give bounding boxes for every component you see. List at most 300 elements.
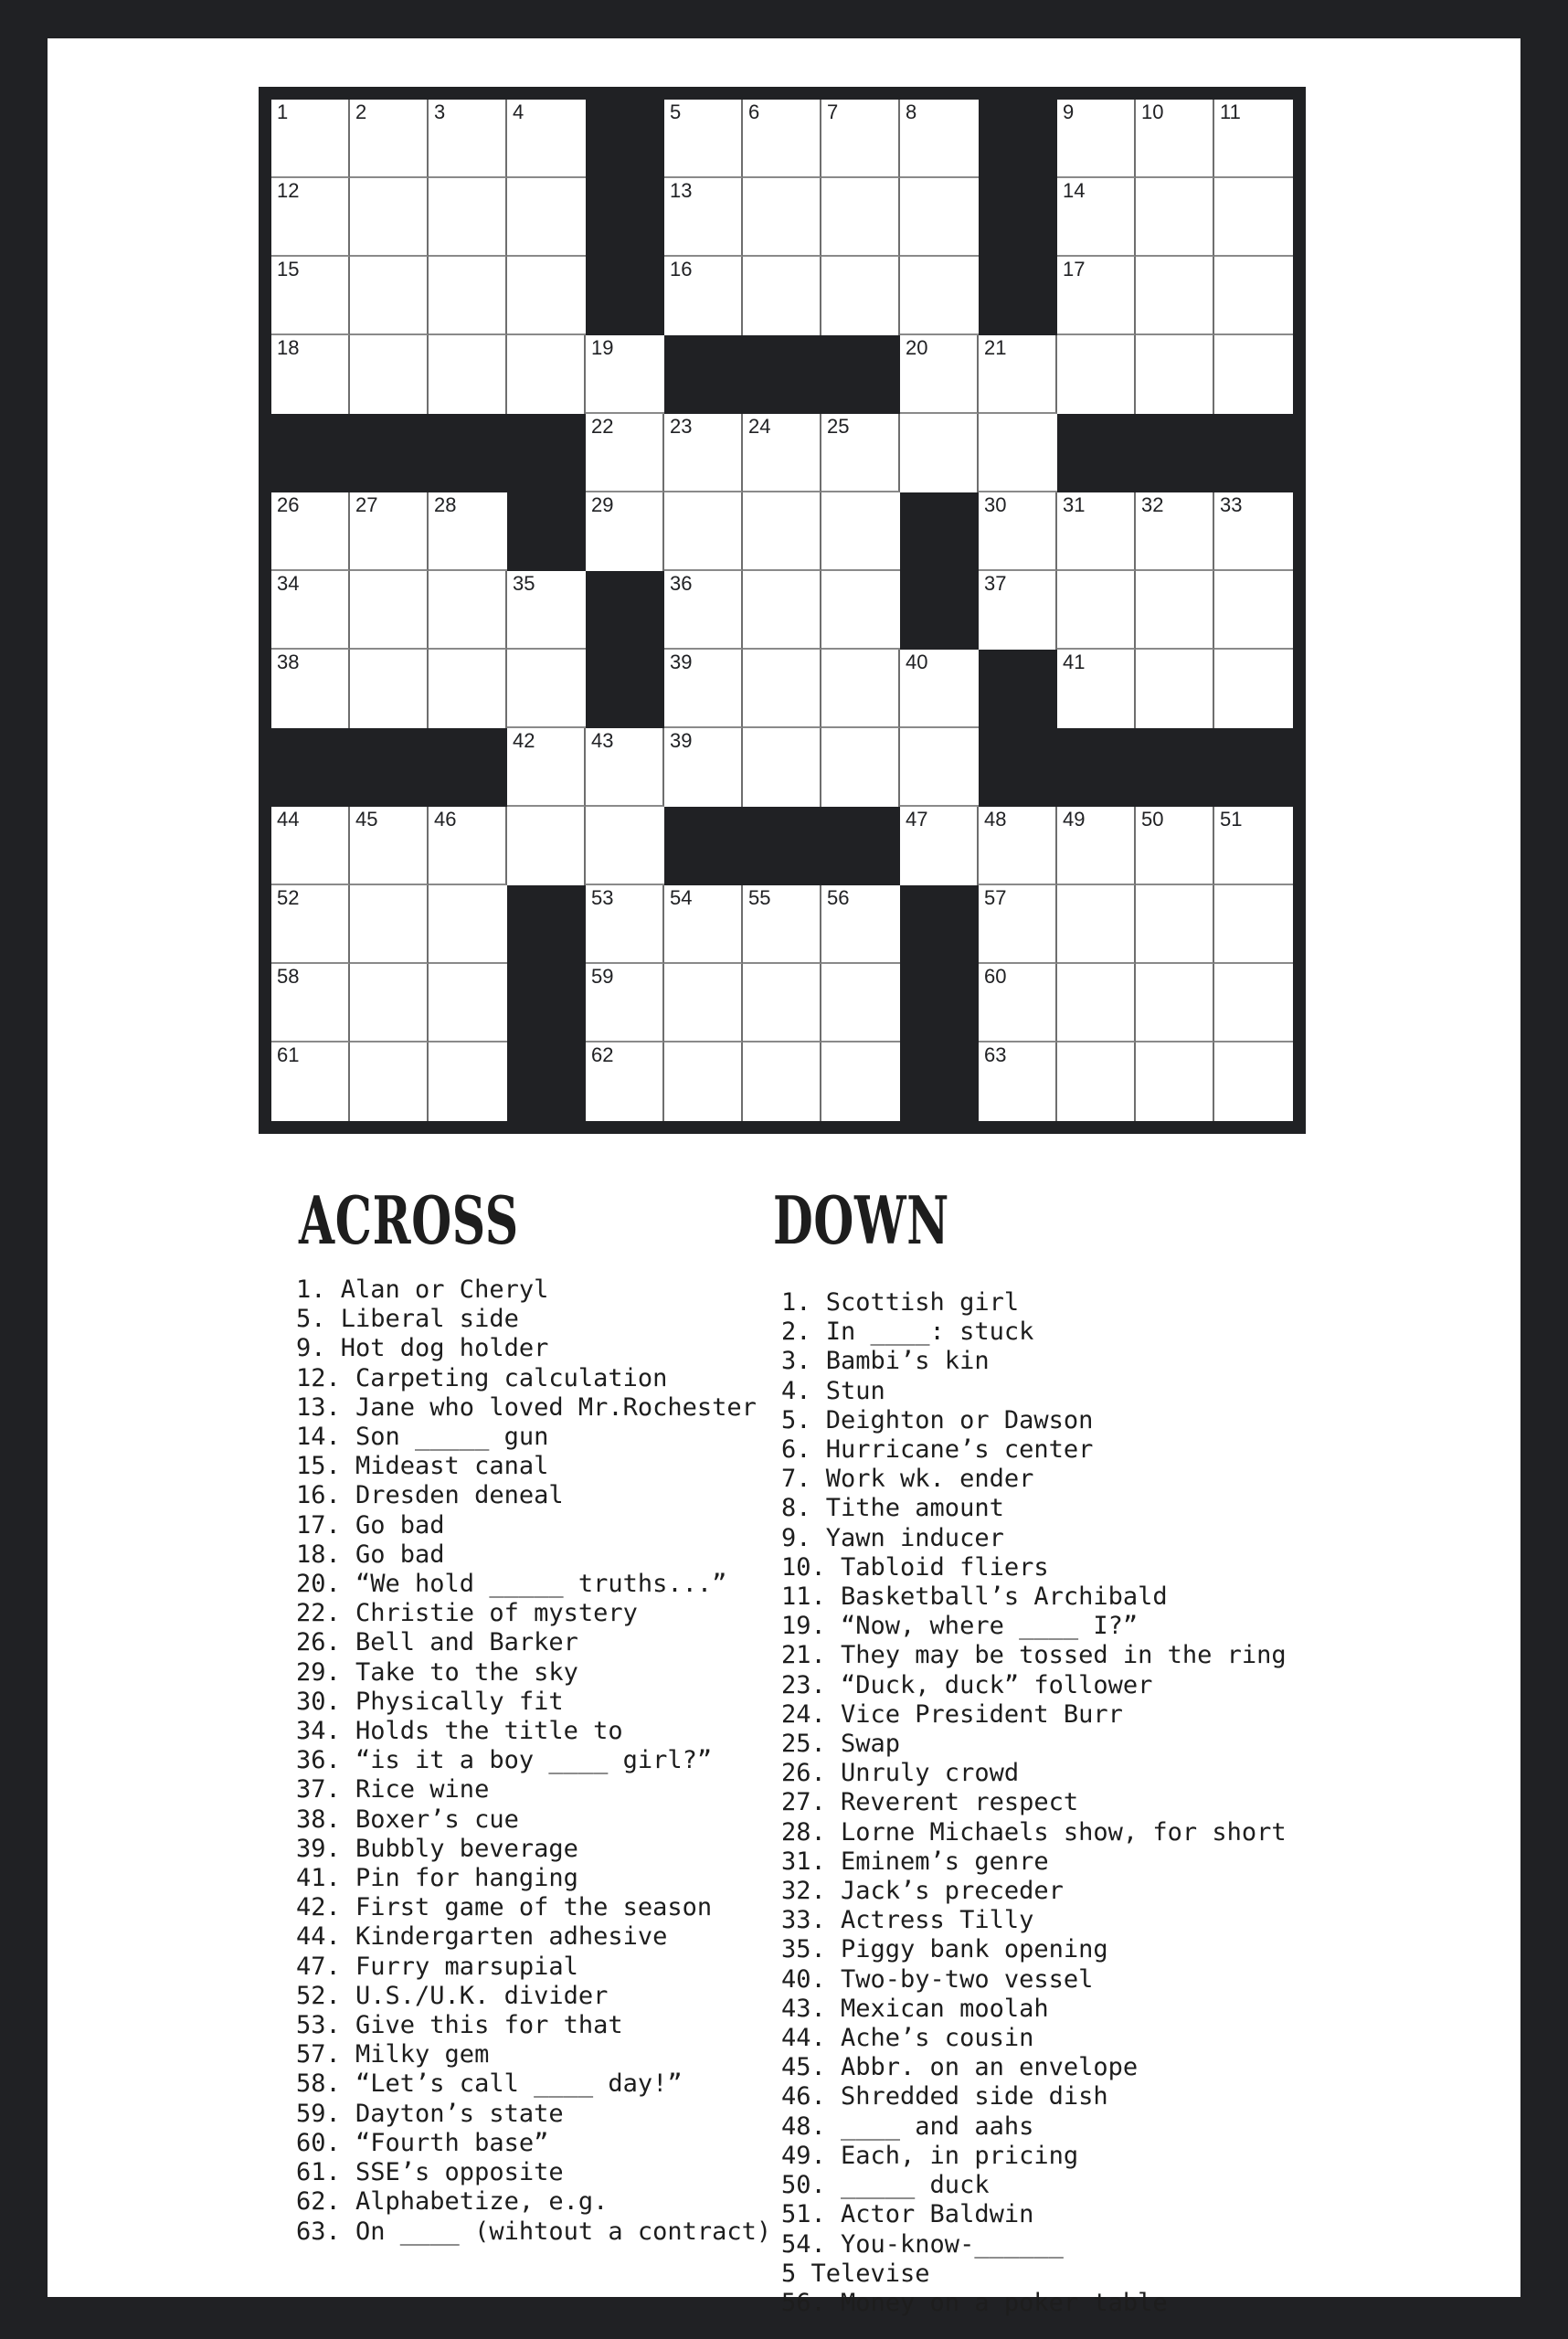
grid-cell[interactable] [271,492,350,571]
grid-cell[interactable] [271,885,350,964]
down-clue-26: 45. Abbr. on an envelope [781,2053,1139,2082]
cell-number: 45 [355,808,378,831]
grid-cell[interactable] [743,414,821,492]
down-clue-30: 50. _____ duck [781,2171,990,2200]
across-clue-32: 63. On ____ (wihtout a contract) [296,2217,772,2246]
down-clue-2: 3. Bambi’s kin [781,1347,990,1376]
grid-cell[interactable] [979,492,1057,571]
grid-cell[interactable] [1057,257,1136,335]
grid-cell[interactable] [271,807,350,885]
black-cell [1057,728,1136,807]
black-cell [900,492,979,571]
down-clue-7: 8. Tithe amount [781,1494,1004,1523]
black-cell [507,1042,586,1121]
grid-cell[interactable] [664,178,743,257]
black-cell [821,335,900,414]
cell-number: 39 [670,729,693,752]
cell-number: 14 [1063,179,1086,202]
black-cell [507,964,586,1042]
grid-cell[interactable] [271,100,350,178]
grid-cell[interactable] [979,964,1057,1042]
grid-cell[interactable] [350,257,429,335]
grid-cell[interactable] [507,257,586,335]
cell-number: 8 [906,101,917,123]
cell-number: 4 [513,101,524,123]
down-clue-3: 4. Stun [781,1376,885,1405]
down-clue-1: 2. In ____: stuck [781,1318,1034,1347]
across-clue-7: 16. Dresden deneal [296,1481,564,1510]
grid-cell[interactable] [900,100,979,178]
grid-cell[interactable] [743,964,821,1042]
black-cell [821,807,900,885]
cell-number: 41 [1063,651,1086,673]
grid-cell[interactable] [664,257,743,335]
across-clue-1: 5. Liberal side [296,1305,519,1334]
cell-number: 32 [1141,493,1164,516]
black-cell [1214,414,1293,492]
black-cell [350,414,429,492]
cell-number: 13 [670,179,693,202]
black-cell [664,807,743,885]
cell-number: 47 [906,808,928,831]
black-cell [586,571,664,650]
across-clue-21: 42. First game of the season [296,1893,713,1922]
cell-number: 42 [513,729,535,752]
down-clue-20: 32. Jack’s preceder [781,1877,1064,1906]
grid-cell[interactable] [664,492,743,571]
cell-number: 56 [827,886,850,909]
cell-number: 31 [1063,493,1086,516]
across-clue-31: 62. Alphabetize, e.g. [296,2187,609,2217]
across-clue-11: 22. Christie of mystery [296,1599,638,1628]
down-clue-22: 35. Piggy bank opening [781,1935,1108,1964]
grid-cell[interactable] [350,178,429,257]
grid-cell[interactable] [743,100,821,178]
grid-cell[interactable] [821,178,900,257]
black-cell [429,414,507,492]
across-clue-9: 18. Go bad [296,1540,445,1569]
cell-number: 58 [277,965,300,988]
crossword-grid-cells [271,100,1293,1121]
cell-number: 35 [513,572,535,595]
grid-cell[interactable] [900,335,979,414]
grid-cell[interactable] [1214,492,1293,571]
across-clue-17: 37. Rice wine [296,1775,490,1805]
grid-cell[interactable] [1136,571,1214,650]
black-cell [979,178,1057,257]
grid-cell[interactable] [429,100,507,178]
across-heading: ACROSS [299,1181,519,1259]
down-heading: DOWN [773,1181,950,1259]
grid-cell[interactable] [821,1042,900,1121]
grid-cell[interactable] [1057,885,1136,964]
cell-number: 9 [1063,101,1075,123]
grid-cell[interactable] [1214,650,1293,728]
grid-cell[interactable] [900,257,979,335]
black-cell [900,964,979,1042]
cell-number: 18 [277,336,300,359]
down-clue-10: 11. Basketball’s Archibald [781,1582,1168,1612]
grid-cell[interactable] [350,964,429,1042]
grid-cell[interactable] [1136,257,1214,335]
grid-cell[interactable] [1214,964,1293,1042]
grid-cell[interactable] [271,964,350,1042]
grid-cell[interactable] [507,178,586,257]
grid-cell[interactable] [1214,100,1293,178]
black-cell [507,492,586,571]
down-clue-5: 6. Hurricane’s center [781,1435,1094,1465]
down-clue-9: 10. Tabloid fliers [781,1552,1049,1582]
grid-cell[interactable] [1214,178,1293,257]
down-clue-14: 24. Vice President Burr [781,1699,1123,1729]
cell-number: 2 [355,101,367,123]
grid-cell[interactable] [664,1042,743,1121]
across-clue-29: 60. “Fourth base” [296,2128,549,2157]
across-clue-4: 13. Jane who loved Mr.Rochester [296,1392,757,1422]
down-clue-0: 1. Scottish girl [781,1288,1020,1317]
across-clue-16: 36. “is it a boy ____ girl?” [296,1746,713,1775]
grid-cell[interactable] [743,571,821,650]
black-cell [586,178,664,257]
grid-cell[interactable] [271,650,350,728]
cell-number: 34 [277,572,300,595]
cell-number: 21 [984,336,1007,359]
grid-cell[interactable] [664,571,743,650]
across-clue-20: 41. Pin for hanging [296,1864,578,1893]
grid-cell[interactable] [429,492,507,571]
cell-number: 60 [984,965,1007,988]
grid-cell[interactable] [429,807,507,885]
grid-cell[interactable] [1136,335,1214,414]
grid-cell[interactable] [350,571,429,650]
grid-cell[interactable] [821,885,900,964]
grid-cell[interactable] [900,650,979,728]
black-cell [900,1042,979,1121]
cell-number: 25 [827,415,850,438]
down-clue-24: 43. Mexican moolah [781,1994,1049,2023]
grid-cell[interactable] [1136,492,1214,571]
cell-number: 54 [670,886,693,909]
cell-number: 7 [827,101,839,123]
grid-cell[interactable] [429,178,507,257]
grid-cell[interactable] [821,964,900,1042]
grid-cell[interactable] [271,1042,350,1121]
black-cell [507,885,586,964]
down-clue-23: 40. Two-by-two vessel [781,1964,1094,1994]
down-clue-18: 28. Lorne Michaels show, for short [781,1817,1287,1847]
down-clue-21: 33. Actress Tilly [781,1906,1034,1935]
grid-cell[interactable] [1057,492,1136,571]
black-cell [1057,414,1136,492]
cell-number: 29 [591,493,614,516]
down-clue-28: 48. ____ and aahs [781,2111,1034,2141]
across-clue-25: 53. Give this for that [296,2011,623,2040]
grid-cell[interactable] [429,257,507,335]
cell-number: 51 [1220,808,1243,831]
cell-number: 57 [984,886,1007,909]
grid-cell[interactable] [271,257,350,335]
cell-number: 30 [984,493,1007,516]
grid-cell[interactable] [1214,571,1293,650]
cell-number: 27 [355,493,378,516]
black-cell [743,335,821,414]
cell-number: 15 [277,258,300,280]
across-clue-8: 17. Go bad [296,1510,445,1540]
grid-cell[interactable] [979,1042,1057,1121]
grid-cell[interactable] [586,335,664,414]
grid-cell[interactable] [1057,571,1136,650]
grid-cell[interactable] [1136,807,1214,885]
cell-number: 53 [591,886,614,909]
grid-cell[interactable] [586,807,664,885]
black-cell [1136,728,1214,807]
grid-cell[interactable] [1214,885,1293,964]
black-cell [586,100,664,178]
across-clue-26: 57. Milky gem [296,2040,490,2069]
cell-number: 50 [1141,808,1164,831]
grid-cell[interactable] [821,650,900,728]
down-clue-15: 25. Swap [781,1730,901,1759]
grid-cell[interactable] [429,964,507,1042]
grid-cell[interactable] [979,807,1057,885]
black-cell [350,728,429,807]
grid-cell[interactable] [743,650,821,728]
grid-cell[interactable] [586,728,664,807]
grid-cell[interactable] [664,650,743,728]
cell-number: 36 [670,572,693,595]
across-clue-0: 1. Alan or Cheryl [296,1275,549,1304]
grid-cell[interactable] [1214,1042,1293,1121]
black-cell [979,257,1057,335]
grid-cell[interactable] [429,650,507,728]
cell-number: 16 [670,258,693,280]
grid-cell[interactable] [664,964,743,1042]
black-cell [1214,728,1293,807]
grid-cell[interactable] [271,571,350,650]
black-cell [429,728,507,807]
grid-cell[interactable] [586,964,664,1042]
grid-cell[interactable] [743,257,821,335]
cell-number: 52 [277,886,300,909]
grid-cell[interactable] [586,414,664,492]
down-clue-8: 9. Yawn inducer [781,1523,1004,1552]
cell-number: 1 [277,101,289,123]
down-clue-34: 56. Money on a poker table [781,2288,1168,2317]
down-clue-29: 49. Each, in pricing [781,2141,1079,2170]
grid-cell[interactable] [1136,100,1214,178]
cell-number: 43 [591,729,614,752]
black-cell [271,414,350,492]
down-clue-33: 5 Televise [781,2259,930,2288]
cell-number: 23 [670,415,693,438]
down-clue-13: 23. “Duck, duck” follower [781,1670,1153,1699]
grid-cell[interactable] [821,257,900,335]
across-clue-3: 12. Carpeting calculation [296,1363,668,1392]
across-clue-22: 44. Kindergarten adhesive [296,1922,668,1952]
across-clue-10: 20. “We hold _____ truths...” [296,1570,727,1599]
grid-cell[interactable] [1136,178,1214,257]
cell-number: 5 [670,101,682,123]
across-clue-27: 58. “Let’s call ____ day!” [296,2069,683,2099]
across-clue-19: 39. Bubbly beverage [296,1834,578,1863]
grid-cell[interactable] [821,492,900,571]
grid-cell[interactable] [743,885,821,964]
across-clue-12: 26. Bell and Barker [296,1628,578,1657]
cell-number: 26 [277,493,300,516]
grid-cell[interactable] [271,178,350,257]
grid-cell[interactable] [350,100,429,178]
grid-cell[interactable] [979,571,1057,650]
grid-cell[interactable] [350,885,429,964]
grid-cell[interactable] [350,807,429,885]
cell-number: 19 [591,336,614,359]
cell-number: 39 [670,651,693,673]
grid-cell[interactable] [1214,807,1293,885]
black-cell [1136,414,1214,492]
grid-cell[interactable] [507,807,586,885]
grid-cell[interactable] [900,178,979,257]
grid-cell[interactable] [271,335,350,414]
black-cell [507,414,586,492]
grid-cell[interactable] [1214,335,1293,414]
cell-number: 3 [434,101,446,123]
grid-cell[interactable] [900,414,979,492]
grid-cell[interactable] [821,571,900,650]
across-clue-list [296,1275,771,2247]
grid-cell[interactable] [821,414,900,492]
grid-cell[interactable] [1057,650,1136,728]
grid-cell[interactable] [507,100,586,178]
grid-cell[interactable] [664,728,743,807]
cell-number: 10 [1141,101,1164,123]
grid-cell[interactable] [350,1042,429,1121]
grid-cell[interactable] [979,414,1057,492]
grid-cell[interactable] [1057,178,1136,257]
cell-number: 49 [1063,808,1086,831]
cell-number: 55 [748,886,771,909]
grid-cell[interactable] [429,571,507,650]
black-cell [271,728,350,807]
black-cell [586,257,664,335]
down-clue-27: 46. Shredded side dish [781,2082,1108,2111]
cell-number: 37 [984,572,1007,595]
grid-cell[interactable] [1136,885,1214,964]
grid-cell[interactable] [350,650,429,728]
down-clue-4: 5. Deighton or Dawson [781,1405,1094,1434]
crossword-grid [259,87,1306,1134]
down-clue-6: 7. Work wk. ender [781,1465,1034,1494]
grid-cell[interactable] [1057,807,1136,885]
down-clue-25: 44. Ache’s cousin [781,2024,1034,2053]
cell-number: 46 [434,808,457,831]
grid-cell[interactable] [586,492,664,571]
cell-number: 22 [591,415,614,438]
cell-number: 48 [984,808,1007,831]
grid-cell[interactable] [507,335,586,414]
black-cell [979,728,1057,807]
grid-cell[interactable] [821,100,900,178]
black-cell [979,650,1057,728]
grid-cell[interactable] [979,885,1057,964]
grid-cell[interactable] [743,1042,821,1121]
grid-cell[interactable] [507,571,586,650]
grid-cell[interactable] [507,650,586,728]
cell-number: 62 [591,1043,614,1066]
across-clue-6: 15. Mideast canal [296,1452,549,1481]
grid-cell[interactable] [429,1042,507,1121]
grid-cell[interactable] [350,335,429,414]
down-clue-19: 31. Eminem’s genre [781,1847,1049,1876]
across-clue-15: 34. Holds the title to [296,1717,623,1746]
cell-number: 20 [906,336,928,359]
grid-cell[interactable] [664,414,743,492]
down-clue-12: 21. They may be tossed in the ring [781,1641,1287,1670]
across-clue-2: 9. Hot dog holder [296,1334,549,1363]
grid-cell[interactable] [821,728,900,807]
grid-cell[interactable] [979,335,1057,414]
cell-number: 63 [984,1043,1007,1066]
cell-number: 6 [748,101,760,123]
across-clue-23: 47. Furry marsupial [296,1952,578,1981]
grid-cell[interactable] [1057,1042,1136,1121]
grid-cell[interactable] [1136,1042,1214,1121]
grid-cell[interactable] [900,728,979,807]
grid-cell[interactable] [743,178,821,257]
down-clue-31: 51. Actor Baldwin [781,2200,1034,2229]
black-cell [664,335,743,414]
grid-cell[interactable] [743,728,821,807]
down-clue-11: 19. “Now, where ____ I?” [781,1612,1139,1641]
grid-cell[interactable] [586,885,664,964]
cell-number: 61 [277,1043,300,1066]
cell-number: 28 [434,493,457,516]
across-clue-24: 52. U.S./U.K. divider [296,1981,609,2010]
cell-number: 17 [1063,258,1086,280]
grid-cell[interactable] [1136,964,1214,1042]
cell-number: 11 [1220,101,1241,123]
cell-number: 44 [277,808,300,831]
down-clue-32: 54. You-know-______ [781,2229,1064,2259]
grid-cell[interactable] [1057,335,1136,414]
grid-cell[interactable] [1214,257,1293,335]
grid-cell[interactable] [1057,964,1136,1042]
across-clue-13: 29. Take to the sky [296,1657,578,1687]
grid-cell[interactable] [1136,650,1214,728]
cell-number: 38 [277,651,300,673]
black-cell [979,100,1057,178]
grid-cell[interactable] [743,492,821,571]
grid-cell[interactable] [507,728,586,807]
grid-cell[interactable] [429,335,507,414]
across-clue-30: 61. SSE’s opposite [296,2158,564,2187]
across-clue-28: 59. Dayton’s state [296,2099,564,2128]
cell-number: 40 [906,651,928,673]
grid-cell[interactable] [664,100,743,178]
across-clue-18: 38. Boxer’s cue [296,1805,519,1834]
down-clue-list [781,1288,1287,2318]
grid-cell[interactable] [1057,100,1136,178]
black-cell [743,807,821,885]
grid-cell[interactable] [586,1042,664,1121]
across-clue-14: 30. Physically fit [296,1687,564,1716]
black-cell [900,885,979,964]
grid-cell[interactable] [350,492,429,571]
grid-cell[interactable] [664,885,743,964]
black-cell [586,650,664,728]
grid-cell[interactable] [900,807,979,885]
down-clue-16: 26. Unruly crowd [781,1759,1020,1788]
grid-cell[interactable] [429,885,507,964]
